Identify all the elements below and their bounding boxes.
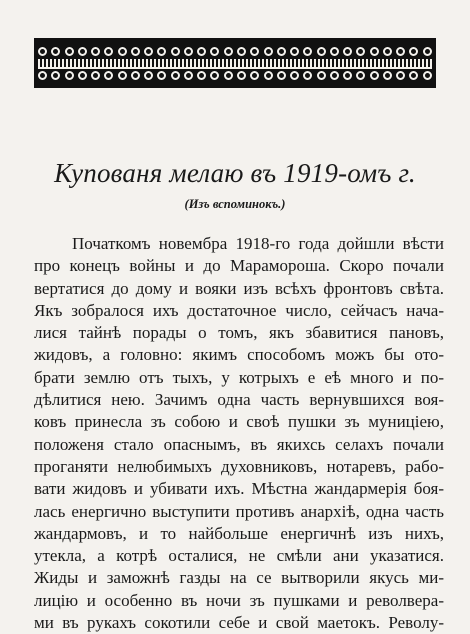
ornament-ring — [144, 47, 153, 56]
ornament-ring — [118, 71, 127, 80]
body-line: утекла, а котрѣ осталися, не смѣли ани указатися. — [34, 546, 444, 566]
ornament-ring-row-top — [38, 45, 432, 57]
ornament-ring — [330, 71, 339, 80]
ornament-ring — [78, 47, 87, 56]
body-line: ми въ рукахъ сокотили себе и свой маетокъ. Револу- — [34, 613, 444, 633]
ornament-ring — [51, 47, 60, 56]
ornament-ring — [131, 47, 140, 56]
ornament-ring — [171, 47, 180, 56]
ornament-ring — [356, 47, 365, 56]
ornament-ring — [317, 47, 326, 56]
ornament-ring — [383, 47, 392, 56]
ornament-ring — [104, 47, 113, 56]
body-line: жидовъ, а головно: якимъ способомъ можъ бы ото- — [34, 345, 444, 365]
ornament-ring — [423, 71, 432, 80]
ornament-ring — [197, 71, 206, 80]
body-line: вертатися до дому и вояки изъ всѣхъ фронтовъ свѣта. — [34, 278, 444, 298]
ornament-ring — [144, 71, 153, 80]
ornament-ring — [409, 71, 418, 80]
ornament-ring — [65, 71, 74, 80]
ornament-ring — [423, 47, 432, 56]
ornament-ring — [157, 47, 166, 56]
body-line: жандармовъ, и то найбольше енергичнѣ изъ нихъ, — [34, 523, 444, 543]
ornament-ring — [197, 47, 206, 56]
ornament-ring — [78, 71, 87, 80]
ornament-ring — [210, 47, 219, 56]
ornament-ring — [91, 47, 100, 56]
body-line: Жиды и заможнѣ газды на се вытворили якусь ми- — [34, 568, 444, 588]
body-line: вати жидовъ и убивати ихъ. Мѣстна жандармерiя боя- — [34, 479, 444, 499]
ornament-ring — [224, 71, 233, 80]
ornament-ring — [330, 47, 339, 56]
ornament-ring — [370, 47, 379, 56]
ornament-ring — [184, 71, 193, 80]
article-body — [34, 233, 444, 634]
ornament-ring — [396, 71, 405, 80]
ornament-ring — [210, 71, 219, 80]
article-subtitle: (Изъ вспоминокъ.) — [184, 197, 286, 211]
ornament-ring — [237, 71, 246, 80]
ornament-ring — [277, 47, 286, 56]
body-line: лися тайнѣ порады о томъ, якъ збавитися пановъ, — [34, 323, 444, 343]
ornament-ring — [250, 71, 259, 80]
ornament-ring — [184, 47, 193, 56]
ornament-ring — [277, 71, 286, 80]
article-title: Купованя мелаю въ 1919-омъ г. — [54, 158, 416, 188]
ornament-ring-row-bottom — [38, 69, 432, 81]
ornament-ring — [38, 71, 47, 80]
ornament-ring — [317, 71, 326, 80]
ornament-ring — [383, 71, 392, 80]
body-line: Початкомъ новембра 1918-го года дойшли вѣсти — [72, 234, 444, 253]
body-line: лась енергично выступити противъ анархiѣ, одна часть — [34, 501, 444, 521]
ornament-ring — [38, 47, 47, 56]
ornament-ring — [303, 47, 312, 56]
ornament-ring — [131, 71, 140, 80]
ornament-ring — [303, 71, 312, 80]
ornament-ring — [290, 47, 299, 56]
ornament-ring — [51, 71, 60, 80]
ornament-ring — [343, 47, 352, 56]
body-line: брати землю отъ тыхъ, у котрыхъ е еѣ много и по- — [34, 367, 444, 387]
body-line: дѣлитися нею. Зачимъ одна часть вернувшихся воя- — [34, 390, 444, 410]
body-line: проганяти нелюбимыхъ духовниковъ, нотаревъ, рабо- — [34, 456, 444, 476]
ornament-ring — [104, 71, 113, 80]
ornament-ring — [250, 47, 259, 56]
ornament-ring — [237, 47, 246, 56]
ornament-ring — [91, 71, 100, 80]
body-line: про конецъ войны и до Марамороша. Скоро почали — [34, 256, 444, 276]
ornament-ring — [290, 71, 299, 80]
ornamental-header-band — [34, 38, 436, 88]
ornament-ring — [264, 47, 273, 56]
ornament-ring — [409, 47, 418, 56]
ornament-ring — [343, 71, 352, 80]
body-line: лицiю и особенно въ ночи зъ пушками и револвера- — [34, 590, 444, 610]
ornament-ring — [171, 71, 180, 80]
body-line: положеня стало опаснымъ, въ якихсь селахъ почали — [34, 434, 444, 454]
ornament-ring — [356, 71, 365, 80]
ornament-ring — [65, 47, 74, 56]
ornament-stripe — [38, 59, 432, 67]
ornament-ring — [157, 71, 166, 80]
body-line: ковъ принесла зъ собою и своѣ пушки зъ муницiею, — [34, 412, 444, 432]
ornament-ring — [264, 71, 273, 80]
ornament-ring — [396, 47, 405, 56]
body-line: Якъ зобралося ихъ достаточное число, сейчасъ нача- — [34, 300, 444, 320]
ornament-ring — [118, 47, 127, 56]
ornament-ring — [224, 47, 233, 56]
ornament-ring — [370, 71, 379, 80]
